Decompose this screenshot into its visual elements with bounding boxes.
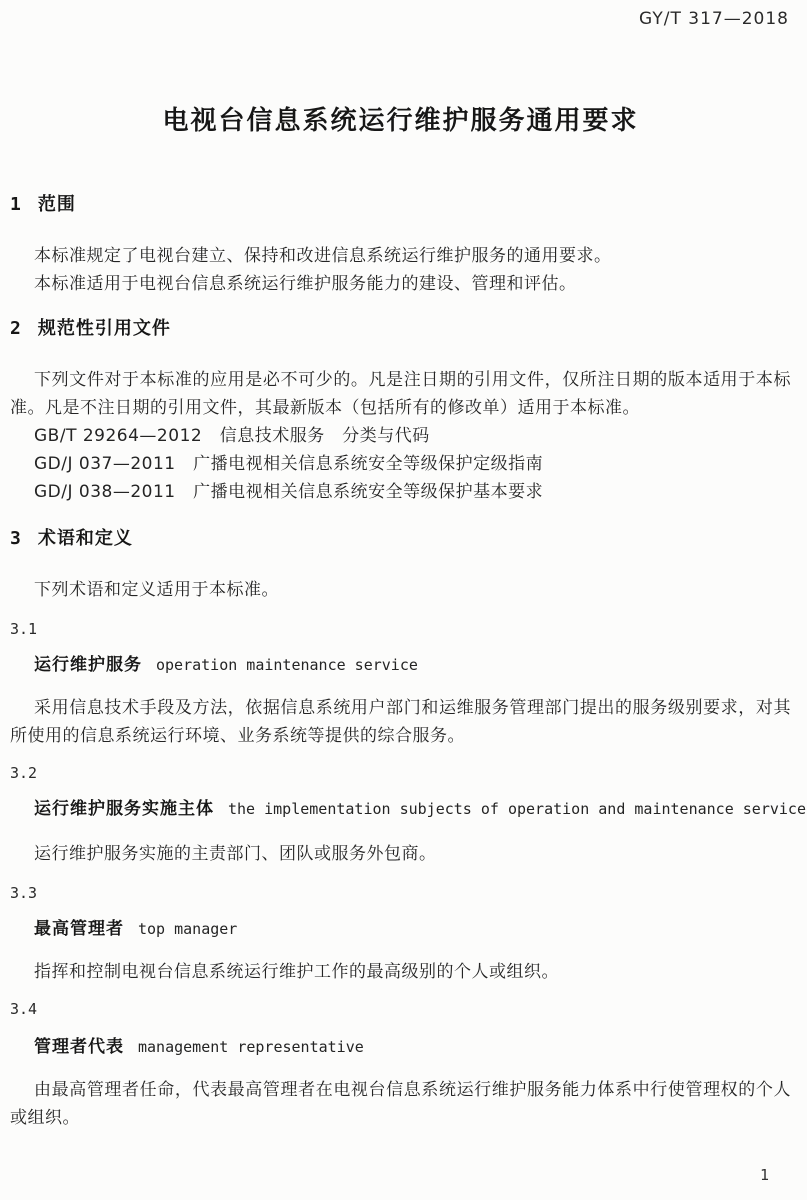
section-1-number: 1 [10, 194, 22, 215]
section-1-title: 范围 [37, 194, 76, 215]
term-3-2-number: 3.2 [10, 764, 38, 782]
page-number: 1 [759, 1166, 769, 1184]
term-3-3-zh: 最高管理者 [34, 919, 124, 939]
section-1-heading [10, 192, 791, 218]
section-3-heading [10, 526, 791, 552]
reference-list [10, 422, 791, 506]
term-3-4-zh: 管理者代表 [34, 1037, 124, 1057]
reference-item-3: GD/J 038—2011 广播电视相关信息系统安全等级保护基本要求 [34, 482, 544, 502]
section-3-paragraph-1: 下列术语和定义适用于本标准。 [34, 580, 279, 600]
term-3-1-zh: 运行维护服务 [34, 655, 142, 675]
document-header [10, 8, 791, 30]
section-2-paragraph-1: 下列文件对于本标准的应用是必不可少的。凡是注日期的引用文件，仅所注日期的版本适用于本标准。凡是不注日期的引用文件，其最新版本（包括所有的修改单）适用于本标准。 [10, 370, 791, 418]
section-3-number: 3 [10, 528, 22, 549]
standard-code: GY/T 317—2018 [639, 9, 789, 29]
section-1-paragraph-1: 本标准规定了电视台建立、保持和改进信息系统运行维护服务的通用要求。 [34, 246, 612, 266]
term-3-2-title [10, 796, 806, 822]
term-3-4-title [10, 1034, 791, 1060]
term-3-3-title [10, 916, 791, 942]
term-3-2-definition: 运行维护服务实施的主责部门、团队或服务外包商。 [34, 844, 437, 864]
term-3-3-en: top manager [138, 920, 238, 938]
term-3-1-number: 3.1 [10, 620, 38, 638]
section-2-title: 规范性引用文件 [37, 318, 171, 339]
term-3-1-title [10, 652, 791, 678]
reference-item-1: GB/T 29264—2012 信息技术服务 分类与代码 [34, 426, 430, 446]
term-3-1-definition: 采用信息技术手段及方法，依据信息系统用户部门和运维服务管理部门提出的服务级别要求，对其所使用的信息系统运行环境、业务系统等提供的综合服务。 [10, 698, 791, 746]
term-3-4-definition: 由最高管理者任命，代表最高管理者在电视台信息系统运行维护服务能力体系中行使管理权的个人或组织。 [10, 1080, 791, 1128]
section-3-title: 术语和定义 [37, 528, 133, 549]
term-3-3-number: 3.3 [10, 884, 38, 902]
section-2-number: 2 [10, 318, 22, 339]
term-3-4-en: management representative [138, 1038, 364, 1056]
document-title: 电视台信息系统运行维护服务通用要求 [162, 106, 639, 136]
term-3-2-zh: 运行维护服务实施主体 [34, 799, 214, 819]
section-2-heading [10, 316, 791, 342]
term-3-3-definition: 指挥和控制电视台信息系统运行维护工作的最高级别的个人或组织。 [34, 962, 559, 982]
term-3-1-en: operation maintenance service [156, 656, 418, 674]
term-3-2-en: the implementation subjects of operation and maintenance service [228, 800, 806, 818]
term-3-4-number: 3.4 [10, 1000, 38, 1018]
section-1-paragraph-2: 本标准适用于电视台信息系统运行维护服务能力的建设、管理和评估。 [34, 274, 577, 294]
reference-item-2: GD/J 037—2011 广播电视相关信息系统安全等级保护定级指南 [34, 454, 544, 474]
